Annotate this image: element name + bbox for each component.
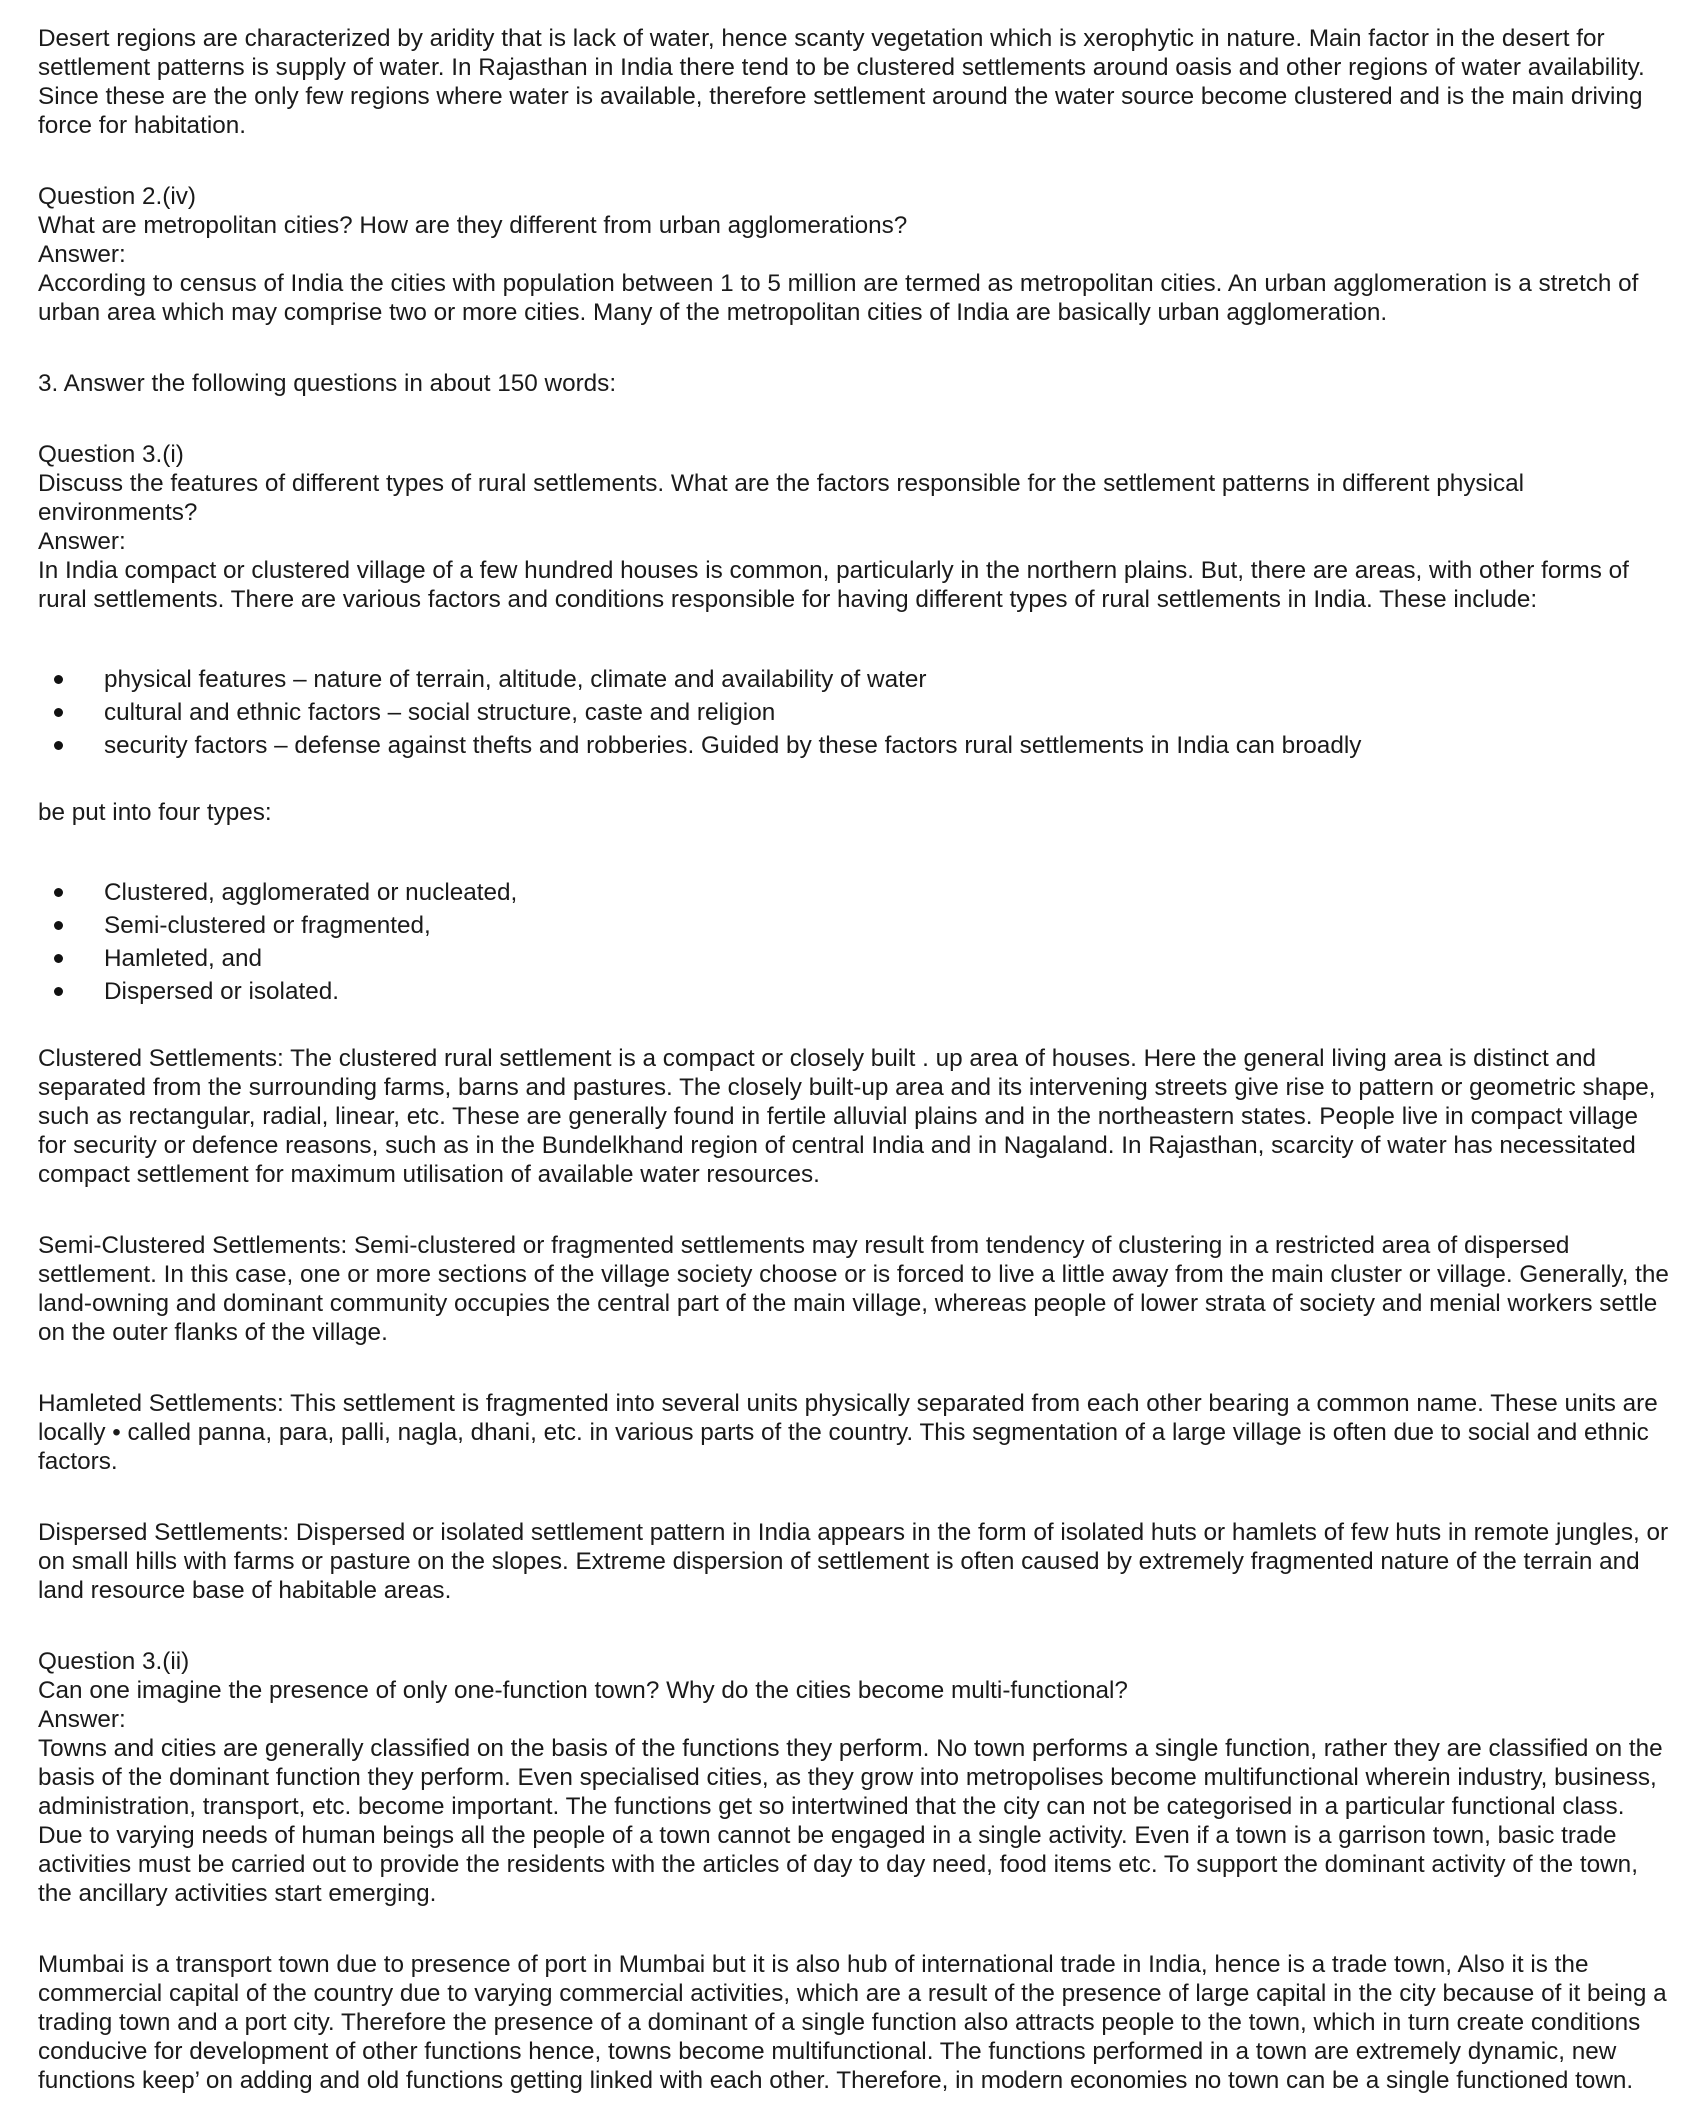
question-label: Question 3.(ii) xyxy=(38,1648,190,1675)
question-text: Discuss the features of different types of rural settlements. What are the factors responsible for the settlement patterns in different physical environments? xyxy=(38,470,1525,526)
question-text: What are metropolitan cities? How are they different from urban agglomerations? xyxy=(38,212,908,239)
answer-text: In India compact or clustered village of a few hundred houses is common, particularly in the northern plains. But, there are areas, with other forms of rural settlements. There are various factors and conditions responsible for having different types of rural settlements in India. These include: xyxy=(38,557,1629,613)
answer-label: Answer: xyxy=(38,1706,126,1733)
question-text: Can one imagine the presence of only one-function town? Why do the cities become multi-functional? xyxy=(38,1677,1128,1704)
continuation-text: be put into four types: xyxy=(38,799,272,826)
dispersed-settlements-paragraph: Dispersed Settlements: Dispersed or isolated settlement pattern in India appears in the form of isolated huts or hamlets of few huts in remote jungles, or on small hills with farms or pasture on the slopes. Extreme dispersion of settlement is often caused by extremely fragmented nature of the terrain and land resource base of habitable areas. xyxy=(38,1519,1669,1604)
question-2-iv-block xyxy=(38,182,1670,327)
intro-paragraph: Desert regions are characterized by aridity that is lack of water, hence scanty vegetation which is xerophytic in nature. Main factor in the desert for settlement patterns is supply of water. In Rajasthan in India there tend to be clustered settlements around oasis and other regions of water availability. Since these are the only few regions where water is available, therefore settlement around the water source become clustered and is the main driving force for habitation. xyxy=(38,25,1645,139)
semi-clustered-settlements-paragraph: Semi-Clustered Settlements: Semi-clustered or fragmented settlements may result from tendency of clustering in a restricted area of dispersed settlement. In this case, one or more sections of the village society choose or is forced to live a little away from the main cluster or village. Generally, the land-owning and dominant community occupies the central part of the main village, whereas people of lower strata of society and menial workers settle on the outer flanks of the village. xyxy=(38,1232,1669,1346)
factors-list xyxy=(38,663,1670,762)
document-page xyxy=(38,24,1670,2095)
mumbai-paragraph: Mumbai is a transport town due to presence of port in Mumbai but it is also hub of international trade in India, hence is a trade town, Also it is the commercial capital of the country due to varying commercial activities, which are a result of the presence of large capital in the city because of it being a trading town and a port city. Therefore the presence of a dominant of a single function also attracts people to the town, which in turn create conditions conducive for development of other functions hence, towns become multifunctional. The functions performed in a town are extremely dynamic, new functions keep’ on adding and old functions getting linked with each other. Therefore, in modern economies no town can be a single functioned town. xyxy=(38,1951,1667,2094)
hamleted-settlements-paragraph: Hamleted Settlements: This settlement is fragmented into several units physically separated from each other bearing a common name. These units are locally • called panna, para, palli, nagla, dhani, etc. in various parts of the country. This segmentation of a large village is often due to social and ethnic factors. xyxy=(38,1390,1658,1475)
answer-label: Answer: xyxy=(38,528,126,555)
list-item: Clustered, agglomerated or nucleated, xyxy=(38,876,1670,909)
question-label: Question 3.(i) xyxy=(38,441,184,468)
question-3-i-block xyxy=(38,440,1670,1605)
list-item: physical features – nature of terrain, altitude, climate and availability of water xyxy=(38,663,1670,696)
list-item: cultural and ethnic factors – social structure, caste and religion xyxy=(38,696,1670,729)
question-label: Question 2.(iv) xyxy=(38,183,196,210)
list-item: Hamleted, and xyxy=(38,942,1670,975)
list-item: Semi-clustered or fragmented, xyxy=(38,909,1670,942)
section-heading: 3. Answer the following questions in about 150 words: xyxy=(38,370,617,397)
answer-text: Towns and cities are generally classified on the basis of the functions they perform. No town performs a single function, rather they are classified on the basis of the dominant function they perform. Even specialised cities, as they grow into metropolises become multifunctional wherein industry, business, administration, transport, etc. become important. The functions get so intertwined that the city can not be categorised in a particular functional class. Due to varying needs of human beings all the people of a town cannot be engaged in a single activity. Even if a town is a garrison town, basic trade activities must be carried out to provide the residents with the articles of day to day need, food items etc. To support the dominant activity of the town, the ancillary activities start emerging. xyxy=(38,1735,1663,1907)
answer-text: According to census of India the cities with population between 1 to 5 million are termed as metropolitan cities. An urban agglomeration is a stretch of urban area which may comprise two or more cities. Many of the metropolitan cities of India are basically urban agglomeration. xyxy=(38,270,1639,326)
settlement-types-list xyxy=(38,876,1670,1008)
list-item: security factors – defense against thefts and robberies. Guided by these factors rural settlements in India can broadly xyxy=(38,729,1670,762)
list-item: Dispersed or isolated. xyxy=(38,975,1670,1008)
answer-label: Answer: xyxy=(38,241,126,268)
question-3-ii-block xyxy=(38,1647,1670,2095)
clustered-settlements-paragraph: Clustered Settlements: The clustered rural settlement is a compact or closely built . up area of houses. Here the general living area is distinct and separated from the surrounding farms, barns and pastures. The closely built-up area and its intervening streets give rise to pattern or geometric shape, such as rectangular, radial, linear, etc. These are generally found in fertile alluvial plains and in the northeastern states. People live in compact village for security or defence reasons, such as in the Bundelkhand region of central India and in Nagaland. In Rajasthan, scarcity of water has necessitated compact settlement for maximum utilisation of available water resources. xyxy=(38,1045,1656,1188)
